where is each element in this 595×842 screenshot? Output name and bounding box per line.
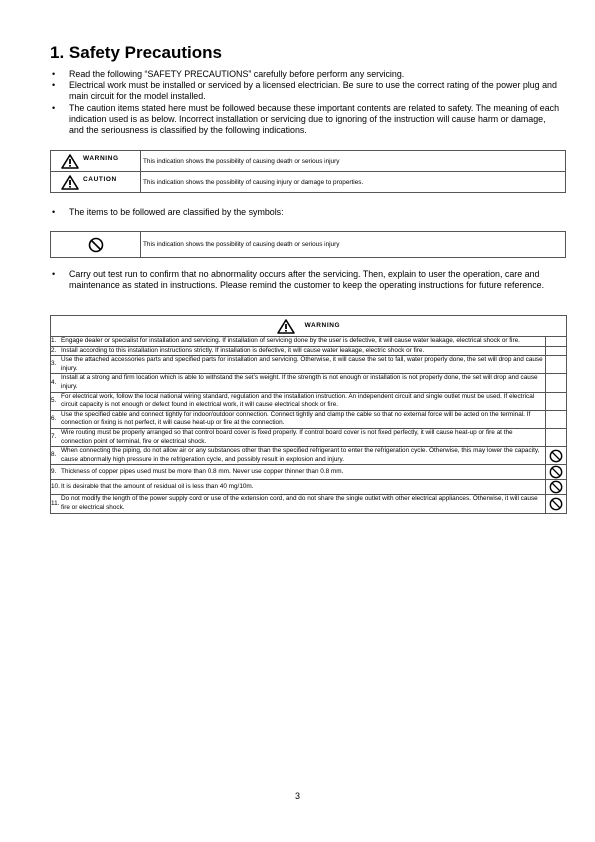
symbols-bullet: • The items to be followed are classified by the symbols: <box>52 207 284 217</box>
warning-item-text: For electrical work, follow the local national wiring standard, regulation and the installation instruction. An independent circuit and single outlet must be used. If electrical circuit capacity is not enough or defect found in electrical work, it will cause electrical shock or fire. <box>61 392 546 410</box>
warning-item-symbol-cell <box>546 465 567 480</box>
warning-item-row <box>51 447 567 465</box>
warning-triangle-icon <box>61 154 79 169</box>
intro-bullet: • Read the following “SAFETY PRECAUTIONS” carefully before perform any servicing. <box>52 69 405 79</box>
signal-description-warning: This indication shows the possibility of causing death or serious injury <box>141 151 566 172</box>
warning-item-symbol-cell <box>546 428 567 446</box>
warning-table <box>50 315 567 514</box>
intro-bullet: • The caution items stated here must be followed because these important contents are related to safety. The meaning of each indication used is as below. Incorrect installation or servicing due to ignoring of the instruction will cause harm or damage, and the seriousness is classified by the following indications. <box>52 102 560 136</box>
prohibited-icon <box>549 465 563 479</box>
warning-item-row <box>51 480 567 495</box>
warning-item-row <box>51 495 567 513</box>
warning-table-header: WARNING <box>304 321 341 329</box>
warning-triangle-icon <box>61 175 79 190</box>
warning-item-text: Do not modify the length of the power supply cord or use of the extension cord, and do not share the single outlet with other electrical appliances. Otherwise, it will cause fire or electrical shock. <box>61 495 546 513</box>
warning-triangle-icon <box>277 319 295 334</box>
warning-item-symbol-cell <box>546 495 567 513</box>
warning-item-symbol-cell <box>546 337 567 347</box>
warning-item-number: 8. <box>51 447 62 465</box>
warning-item-row <box>51 428 567 446</box>
warning-item-symbol-cell <box>546 410 567 428</box>
warning-item-number: 5. <box>51 392 62 410</box>
prohibited-icon <box>549 497 563 511</box>
warning-item-row <box>51 410 567 428</box>
symbol-description: This indication shows the possibility of causing death or serious injury <box>141 232 566 258</box>
warning-item-row <box>51 346 567 356</box>
warning-item-number: 3. <box>51 356 62 374</box>
warning-item-row <box>51 356 567 374</box>
warning-item-number: 6. <box>51 410 62 428</box>
warning-item-row <box>51 465 567 480</box>
signal-label-caution: CAUTION <box>83 176 117 183</box>
signal-word-table <box>50 150 566 193</box>
warning-item-symbol-cell <box>546 356 567 374</box>
test-run-bullet-list <box>50 269 562 291</box>
warning-item-text: Wire routing must be properly arranged so that control board cover is fixed properly. If control board cover is not fixed perfectly, it will cause heat-up or fire at the connection point of terminal, fire or electrical shock. <box>61 428 546 446</box>
warning-item-symbol-cell <box>546 447 567 465</box>
warning-item-number: 1. <box>51 337 62 347</box>
warning-item-row <box>51 392 567 410</box>
warning-item-text: It is desirable that the amount of residual oil is less than 40 mg/10m. <box>61 480 546 495</box>
warning-header-row <box>51 316 567 337</box>
warning-item-symbol-cell <box>546 392 567 410</box>
warning-item-text: Engage dealer or specialist for installation and servicing. If installation of servicing done by the user is defective, it will cause water leakage, electrical shock or fire. <box>61 337 546 347</box>
warning-item-number: 4. <box>51 374 62 392</box>
prohibited-icon <box>549 449 563 463</box>
warning-item-number: 11. <box>51 495 62 513</box>
warning-item-text: Use the attached accessories parts and specified parts for installation and servicing. Otherwise, it will cause the set to fall, water properly done, the set will drop and cause injury. <box>61 356 546 374</box>
warning-item-row <box>51 374 567 392</box>
warning-item-number: 10. <box>51 480 62 495</box>
test-run-bullet: • Carry out test run to confirm that no abnormality occurs after the servicing. Then, explain to user the operation, care and maintenance as stated in instructions. Please remind the customer to keep the operating instructions for future reference. <box>52 269 545 291</box>
section-title: 1. Safety Precautions <box>50 43 222 62</box>
page-number: 3 <box>294 791 300 801</box>
warning-item-row <box>51 337 567 347</box>
warning-item-text: Thickness of copper pipes used must be more than 0.8 mm. Never use copper thinner than 0.8 mm. <box>61 465 546 480</box>
signal-label-warning: WARNING <box>83 155 119 162</box>
warning-item-symbol-cell <box>546 374 567 392</box>
signal-description-caution: This indication shows the possibility of causing injury or damage to properties. <box>141 172 566 193</box>
warning-item-symbol-cell <box>546 480 567 495</box>
symbol-table <box>50 231 566 258</box>
signal-row-warning <box>51 151 566 172</box>
intro-bullet: • Electrical work must be installed or serviced by a licensed electrician. Be sure to use the correct rating of the power plug and main circuit for the model installed. <box>52 80 557 102</box>
warning-item-number: 7. <box>51 428 62 446</box>
warning-item-text: Use the specified cable and connect tightly for indoor/outdoor connection. Connect tightly and clamp the cable so that no external force will be acted on the terminal. If connection or fixing is not perfect, it will cause heat-up or fire at the connection. <box>61 410 546 428</box>
warning-item-text: Install at a strong and firm location which is able to withstand the set’s weight. If the strength is not enough or installation is not properly done, the set will drop and cause injury. <box>61 374 546 392</box>
signal-row-caution <box>51 172 566 193</box>
symbols-bullet-list <box>50 207 562 218</box>
symbol-row <box>51 232 566 258</box>
intro-bullet-list <box>50 69 562 136</box>
warning-items <box>51 337 567 514</box>
warning-item-symbol-cell <box>546 346 567 356</box>
prohibited-icon <box>88 237 104 253</box>
warning-item-number: 9. <box>51 465 62 480</box>
warning-item-number: 2. <box>51 346 62 356</box>
warning-item-text: Install according to this installation instructions strictly. If installation is defective, it will cause water leakage, electric shock or fire. <box>61 346 546 356</box>
prohibited-icon <box>549 480 563 494</box>
warning-item-text: When connecting the piping, do not allow air or any substances other than the specified refrigerant to enter the refrigeration cycle. Otherwise, this may lower the capacity, cause abnormally high pressure in the refrigeration cycle, and possibly result in explosion and injury. <box>61 447 546 465</box>
